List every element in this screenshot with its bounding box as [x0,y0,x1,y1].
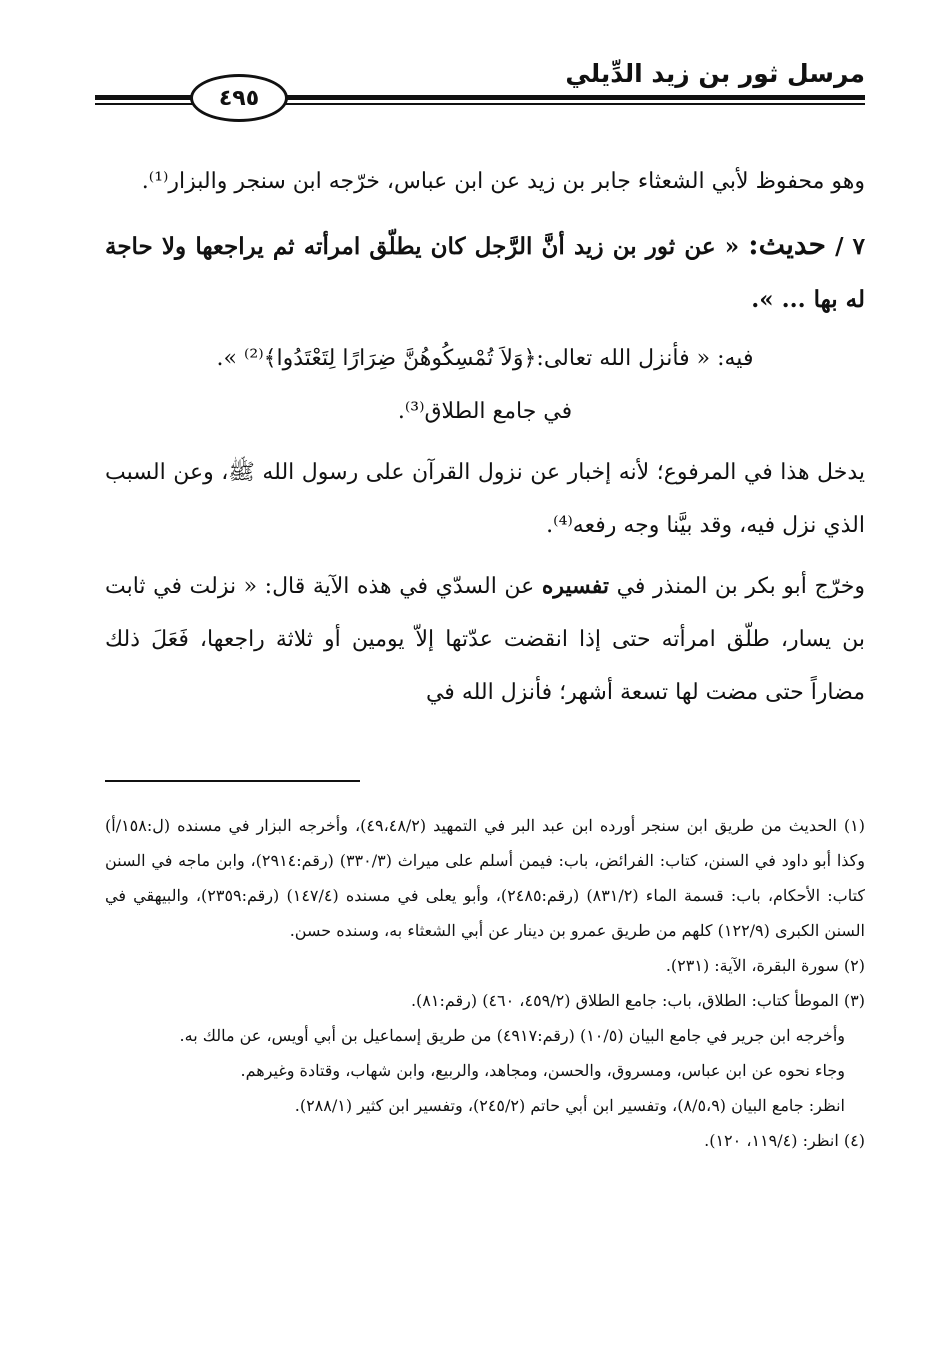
hadith-label: حديث: [748,228,826,261]
paragraph-3-end: عن السدّي في هذه الآية قال: « نزلت في ثابت بن يسار، طلّق امرأته حتى إذا انقضت عدّتها إلاّ يومين أو ثلاثة راجعها، فَعَلَ ذلك مضاراً حتى مضت لها تسعة أشهر؛ فأنزل الله في [105,574,865,705]
footnote-1: (١) الحديث من طريق ابن سنجر أورده ابن عبد البر في التمهيد (٤٩،٤٨/٢)، وأخرجه البزار في مسنده (ل:١٥٨/أ) وكذا أبو داود في السنن، كتاب: الفرائض، باب: فيمن أسلم على ميراث (٣٣٠/٣) (رقم:٢٩١٤)، وابن ماجه في السنن كتاب: الأحكام، باب: قسمة الماء (٨٣١/٢) (رقم:٢٤٨٥)، وأبو يعلى في مسنده (١٤٧/٤) (رقم:٢٣٥٩)، والبيهقي في السنن الكبرى (١٢٢/٩) كلهم من طريق عمرو بن دينار عن أبي الشعثاء به، وسنده حسن. [105,816,866,940]
page-number-badge [190,74,288,122]
fihi-line: فيه: « فأنزل الله تعالى:﴿وَلاَ تُمْسِكُوهُنَّ ضِرَارًا لِتَعْتَدُوا﴾⁽²⁾ ». [216,346,754,371]
paragraph-3-start: وخرّج أبو بكر بن المنذر في [609,574,866,599]
footnote-2: (٢) سورة البقرة، الآية: (٢٣١). [665,956,865,975]
paragraph-2: يدخل هذا في المرفوع؛ لأنه إخبار عن نزول القرآن على رسول الله ﷺ، وعن السبب الذي نزل فيه، وقد بيَّنا وجه رفعه⁽⁴⁾. [105,460,865,538]
paragraph-3 [105,560,865,719]
running-title: مرسل ثور بن زيد الدِّيلي [565,59,865,88]
hadith-heading [105,218,865,326]
page-number: ٤٩٥ [218,85,260,111]
hadith-number: ٧ / [825,233,865,260]
hadith-text: « عن ثور بن زيد أنَّ الرَّجل كان يطلّق امرأته ثم يراجعها ولا حاجة له بها ... ». [105,233,865,313]
footnotes [105,808,865,1158]
main-text [105,155,865,719]
paragraph-1: وهو محفوظ لأبي الشعثاء جابر بن زيد عن ابن عباس، خرّجه ابن سنجر والبزار⁽¹⁾. [141,169,865,194]
location-line: في جامع الطلاق⁽³⁾. [397,399,573,424]
footnote-separator [105,780,360,782]
footnote-3-a: وأخرجه ابن جرير في جامع البيان (١٠/٥) (رقم:٤٩١٧) من طريق إسماعيل بن أبي أويس، عن مالك به. [179,1026,845,1045]
page-header [95,55,865,125]
paragraph-3-bold: تفسيره [541,573,610,599]
footnote-3-c: انظر: جامع البيان (٨/٥،٩)، وتفسير ابن أبي حاتم (٢٤٥/٢)، وتفسير ابن كثير (٢٨٨/١). [294,1096,845,1115]
footnote-3-b: وجاء نحوه عن ابن عباس، ومسروق، والحسن، ومجاهد، والربيع، وابن شهاب، وقتادة وغيرهم. [240,1061,845,1080]
footnote-3: (٣) الموطأ كتاب: الطلاق، باب: جامع الطلاق (٤٥٩/٢، ٤٦٠) (رقم:٨١). [410,991,865,1010]
footnote-4: (٤) انظر: (١١٩/٤، ١٢٠). [704,1131,865,1150]
